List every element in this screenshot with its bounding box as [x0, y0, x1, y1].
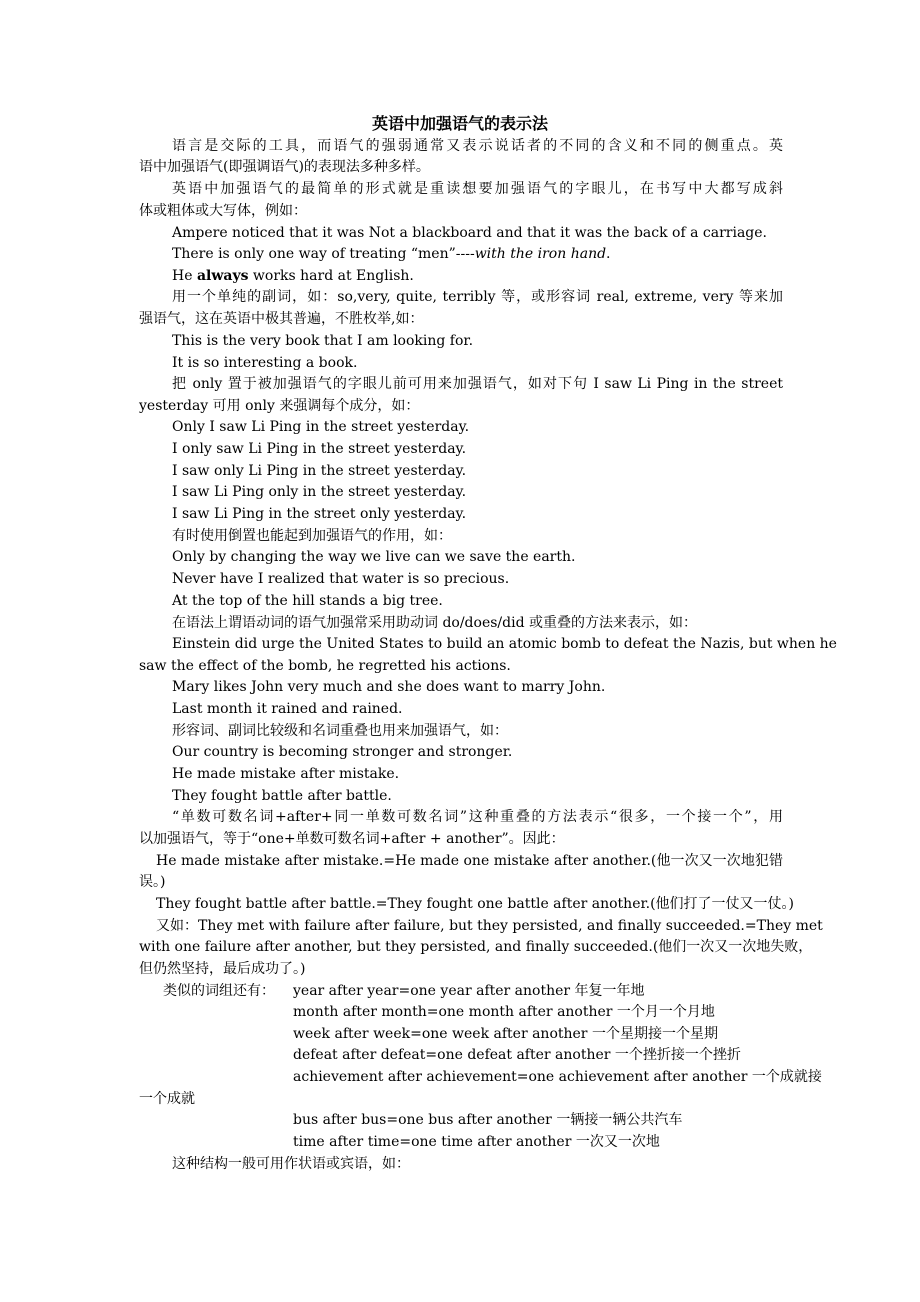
italic-emphasis: with the iron hand: [474, 246, 607, 262]
example-sentence: I saw Li Ping in the street only yesterday.: [172, 506, 467, 522]
phrase-item: achievement after achievement=one achievement after another 一个成就接: [293, 1069, 822, 1085]
paragraph-line: yesterday 可用 only 来强调每个成分，如：: [139, 398, 420, 414]
example-sentence: 误。): [139, 874, 166, 890]
paragraph-line: 体或粗体或大写体，例如：: [139, 203, 307, 219]
paragraph-line: 在语法上谓语动词的语气加强常采用助动词 do/does/did 或重叠的方法来表示，如：: [172, 615, 697, 631]
example-sentence: Ampere noticed that it was Not a blackboard and that it was the back of a carriage.: [172, 225, 768, 241]
page-title: 英语中加强语气的表示法: [371, 114, 548, 133]
example-sentence: At the top of the hill stands a big tree.: [172, 593, 443, 609]
example-sentence: [172, 244, 611, 266]
example-sentence: Mary likes John very much and she does want to marry John.: [172, 679, 606, 695]
example-sentence: Einstein did urge the United States to build an atomic bomb to defeat the Nazis, but when he: [172, 636, 837, 652]
example-sentence: I saw Li Ping only in the street yesterday.: [172, 484, 467, 500]
example-sentence: 但仍然坚持，最后成功了。): [139, 961, 306, 977]
paragraph-line: 英语中加强语气的最简单的形式就是重读想要加强语气的字眼儿，在书写中大都写成斜: [172, 181, 783, 197]
example-sentence: This is the very book that I am looking for.: [172, 333, 474, 349]
paragraph-line: 形容词、副词比较级和名词重叠也用来加强语气，如：: [172, 723, 508, 739]
example-text: .: [606, 246, 611, 262]
example-sentence: They fought battle after battle.=They fought one battle after another.(他们打了一仗又一仗。): [156, 896, 795, 912]
example-sentence: He made mistake after mistake.: [172, 766, 400, 782]
example-sentence: They fought battle after battle.: [172, 788, 392, 804]
example-sentence: saw the effect of the bomb, he regretted his actions.: [139, 658, 511, 674]
example-sentence: Only by changing the way we live can we save the earth.: [172, 549, 576, 565]
example-text: There is only one way of treating “men”----: [172, 246, 475, 262]
example-sentence: [172, 266, 414, 288]
example-sentence: Last month it rained and rained.: [172, 701, 403, 717]
paragraph-line: 以加强语气，等于“one+单数可数名词+after + another”。因此：: [139, 831, 565, 847]
paragraph-line: 有时使用倒置也能起到加强语气的作用，如：: [172, 528, 452, 544]
paragraph-line: 这种结构一般可用作状语或宾语，如：: [172, 1156, 410, 1172]
phrase-item: month after month=one month after another 一个月一个月地: [293, 1004, 715, 1020]
example-sentence: Never have I realized that water is so precious.: [172, 571, 510, 587]
phrase-list-label: 类似的词组还有：: [163, 983, 275, 999]
paragraph-line: 把 only 置于被加强语气的字眼儿前可用来加强语气，如对下句 I saw Li Ping in the street: [172, 376, 783, 392]
example-sentence: Our country is becoming stronger and stronger.: [172, 744, 513, 760]
paragraph-line: 语言是交际的工具，而语气的强弱通常又表示说话者的不同的含义和不同的侧重点。英: [172, 138, 783, 154]
example-text: works hard at English.: [248, 268, 414, 284]
example-sentence: Only I saw Li Ping in the street yesterday.: [172, 419, 470, 435]
example-sentence: I saw only Li Ping in the street yesterday.: [172, 463, 467, 479]
phrase-item: bus after bus=one bus after another 一辆接一辆公共汽车: [293, 1112, 683, 1128]
example-sentence: 又如：They met with failure after failure, but they persisted, and finally succeeded.=They met: [156, 918, 823, 934]
paragraph-line: 语中加强语气(即强调语气)的表现法多种多样。: [139, 159, 430, 175]
example-sentence: I only saw Li Ping in the street yesterday.: [172, 441, 467, 457]
phrase-item: time after time=one time after another 一次又一次地: [293, 1134, 660, 1150]
paragraph-line: 强语气，这在英语中极其普遍，不胜枚举,如：: [139, 311, 424, 327]
paragraph-line: 用一个单纯的副词，如：so,very, quite, terribly 等，或形容词 real, extreme, very 等来加: [172, 289, 783, 305]
example-sentence: He made mistake after mistake.=He made one mistake after another.(他一次又一次地犯错: [156, 853, 783, 869]
paragraph-line: “单数可数名词+after+同一单数可数名词”这种重叠的方法表示“很多，一个接一个”，用: [172, 809, 783, 825]
phrase-item: year after year=one year after another 年复一年地: [293, 983, 645, 999]
bold-emphasis: always: [196, 268, 249, 284]
example-sentence: It is so interesting a book.: [172, 355, 358, 371]
example-text: He: [172, 268, 197, 284]
example-sentence: with one failure after another, but they persisted, and finally succeeded.(他们一次又一次地失败，: [139, 939, 813, 955]
phrase-item: week after week=one week after another 一个星期接一个星期: [293, 1026, 718, 1042]
phrase-item: defeat after defeat=one defeat after another 一个挫折接一个挫折: [293, 1047, 741, 1063]
phrase-item: 一个成就: [139, 1091, 195, 1107]
